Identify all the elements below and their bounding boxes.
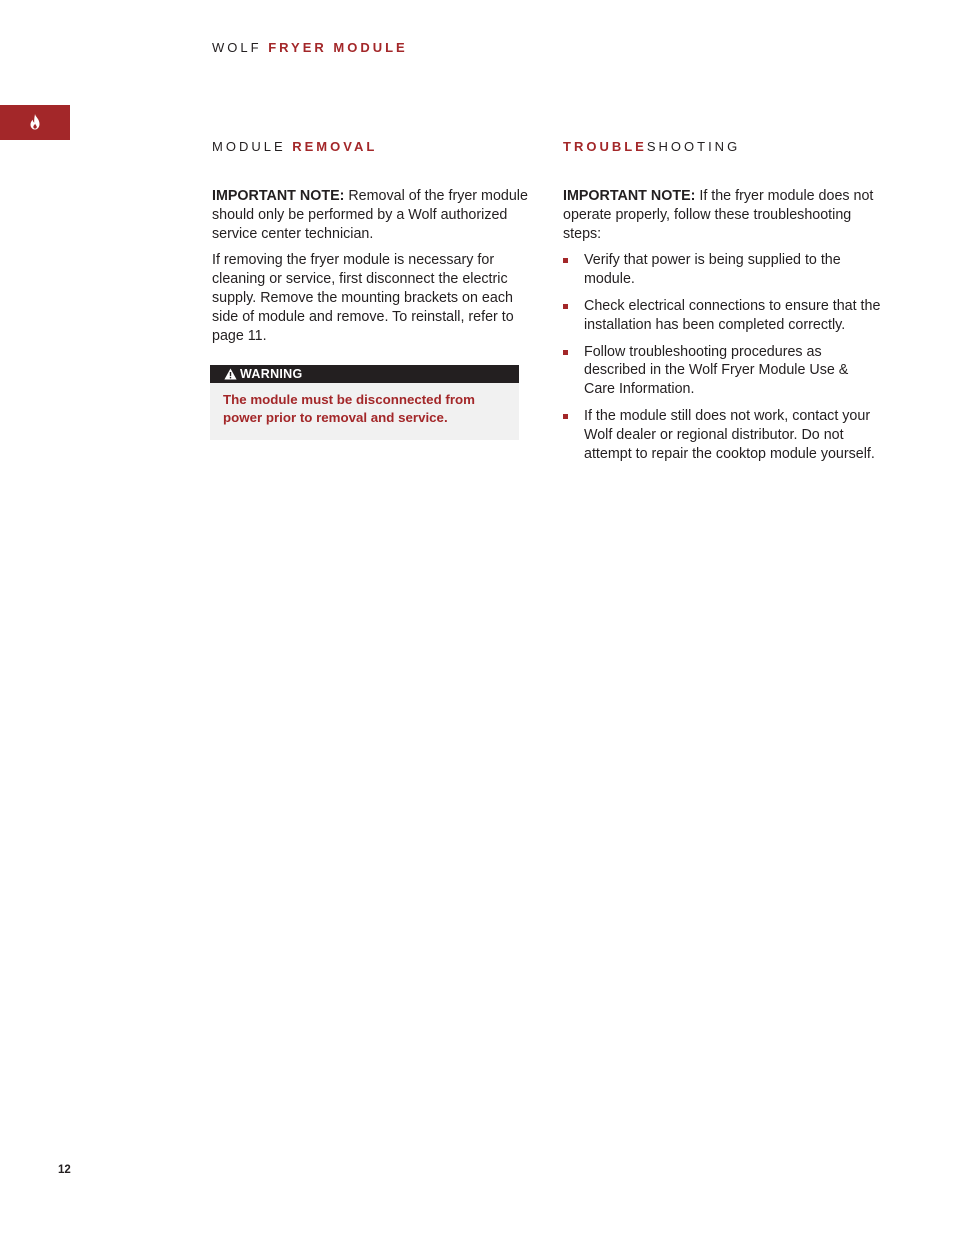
note-text: Removal of the fryer module should only be performed by a Wolf authorized service center technician. <box>212 188 528 242</box>
warning-header <box>210 365 519 383</box>
module-removal-heading <box>212 139 530 153</box>
warning-label: WARNING <box>240 367 303 382</box>
flame-icon <box>29 114 41 130</box>
heading-light-part: SHOOTING <box>646 139 741 154</box>
removal-instructions: If removing the fryer module is necessary for cleaning or service, first disconnect the electric supply. Remove the mounting brackets on each side of module and remove. To reinstall, refer to page 11. <box>212 252 514 344</box>
warning-box <box>210 365 519 440</box>
warning-text: The module must be disconnected from power prior to removal and service. <box>223 392 475 425</box>
header-title: FRYER MODULE <box>268 40 408 55</box>
step-text: Check electrical connections to ensure that the installation has been completed correctly. <box>584 297 881 333</box>
header-brand: WOLF <box>212 40 262 55</box>
troubleshooting-column <box>563 139 883 471</box>
step-text: If the module still does not work, contact your Wolf dealer or regional distributor. Do not attempt to repair the cooktop module yourself. <box>584 407 875 462</box>
removal-important-note <box>212 187 530 243</box>
module-removal-column <box>212 139 530 440</box>
page-number: 12 <box>58 1164 71 1176</box>
section-tab <box>0 105 70 140</box>
heading-light-part: MODULE <box>212 139 286 154</box>
list-item <box>563 251 883 289</box>
list-item <box>563 407 883 463</box>
list-item <box>563 343 883 399</box>
bullet-square-icon <box>563 304 568 309</box>
note-label: IMPORTANT NOTE: <box>212 188 345 204</box>
troubleshooting-heading <box>563 139 883 153</box>
list-item <box>563 297 883 335</box>
warning-triangle-icon <box>224 368 237 380</box>
bullet-square-icon <box>563 414 568 419</box>
bullet-square-icon <box>563 258 568 263</box>
note-text: If the fryer module does not operate properly, follow these troubleshooting steps: <box>563 188 874 242</box>
troubleshooting-steps <box>563 251 883 463</box>
troubleshooting-important-note <box>563 187 883 243</box>
step-text: Follow troubleshooting procedures as described in the Wolf Fryer Module Use & Care Information. <box>584 343 849 398</box>
heading-bold-part: TROUBLE <box>563 139 647 154</box>
step-text: Verify that power is being supplied to the module. <box>584 252 841 288</box>
heading-bold-part: REMOVAL <box>292 139 378 154</box>
running-header <box>212 40 408 55</box>
note-label: IMPORTANT NOTE: <box>563 188 696 204</box>
bullet-square-icon <box>563 350 568 355</box>
